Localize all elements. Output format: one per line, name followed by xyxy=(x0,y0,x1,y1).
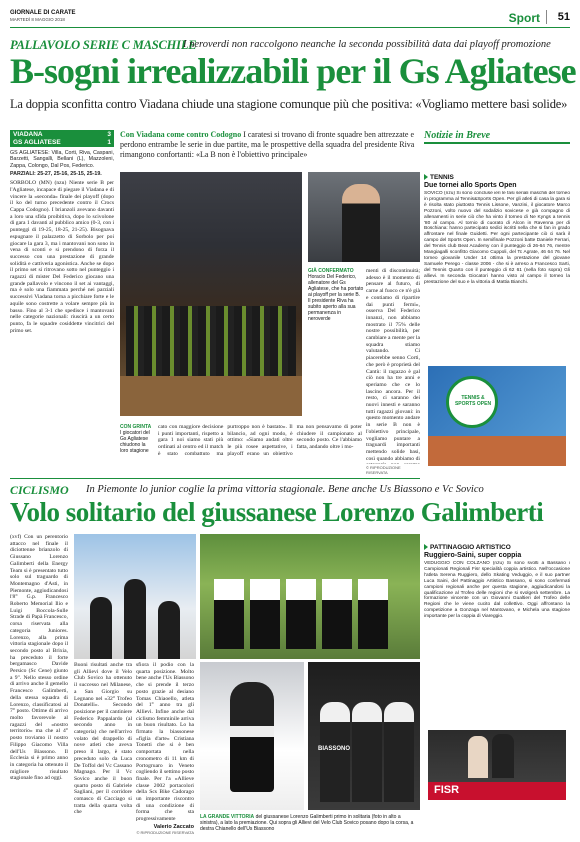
article2-author: Valerio Zaccato xyxy=(153,824,194,830)
podium-rider-3 xyxy=(158,601,180,659)
coach-caption xyxy=(308,268,364,322)
article2-caption-text: del giussanese Lorenzo Galimberti primo in solitaria (foto in alto a sinistra), a lato la premiazione. Qui sopra gli Allievi del Velo Club Sovico posano dopo la corsa, a destra Chianello dell'Us Biassono xyxy=(200,814,414,832)
grinta-caption-text: I giocatori del Gs Agliatese chiudono la loro stagione xyxy=(120,430,150,454)
article2-caption xyxy=(200,814,420,832)
rider-e xyxy=(358,579,388,649)
article1-mid xyxy=(158,424,362,472)
coach-photo xyxy=(308,172,420,262)
tennis-text: SOVICO (nzu) Si sono concluse ieri le fasi seriali maschili del torneo in programma al Tennis&Sports Open. Per gli atleti di casa la gara si è risolta stato piuttosto Tennis Lissone, Vanzini, il giocatore Marco Pozzoni, volto nuovo del sodalizio sovicese e già compagno di allenamenti in serie ciò che ha vinto il torneo di Ne Kyngs a tennis '80 al campo. Al tornio di cuorato di Alcon in Ravenna per di Boschiana: hanno partecipato sedici iscritti nella che si fan in grado affrontare nel finale Guidetti. Per ogni partecipante ciò ci sarà il campo del Sports Open. In semifinale Pozzoni batte Daniele Ferrari, del Tennis club Beat Academy con il punteggio di 26-64 76, mentre Mangiagalli sconfitto Giacomo Cuppoli, del Tc Agrate, 46 64 76. Nel torneo giovanile Under 14 ottima la prestazione del giovane Samuele Perego - classe 2006 - che si è arreso a Francesco Sarti, del Tennis Quarto con il punteggio di 62 61 (nella foto sopra) Gli allievi. In seconda Giocatori hanno visto al campo il torneo la prestazione del suo e la vittoria di Mattia Bianchi. xyxy=(424,191,570,285)
team1-name: VIADANA xyxy=(13,131,43,138)
article1-title: B-sogni irrealizzabili per il Gs Agliatese xyxy=(10,51,576,91)
winner-photo xyxy=(200,662,304,810)
photo-lead-text: I caratesi si trovano di fronte squadre ben attrezzate e perdono entrambe le serie in due partite, ma le prospettive della squadra del presidente Riva rimangono confortanti: «La B non è l'obiettivo principale» xyxy=(120,130,415,159)
rider-d xyxy=(322,579,352,649)
score-box xyxy=(10,130,114,147)
biassono-rider-3 xyxy=(384,702,414,802)
pattinaggio-photo xyxy=(428,730,566,800)
team2-name: GS AGLIATESE xyxy=(13,139,61,146)
arrow-right-icon xyxy=(424,544,428,550)
article1-subtitle: La doppia sconfitta contro Viadana chiude una stagione comunque più che positiva: «Vogliamo mettere basi solide» xyxy=(10,97,568,111)
article2-kicker: CICLISMO xyxy=(10,483,69,497)
credit-1: © RIPRODUZIONE RISERVATA xyxy=(366,465,401,475)
article1-body-col3: menti di discontinuità; adesso è il momento di pensare al futuro, di carne al fuoco ce n'è già e contiamo di ripartire dai punti fermi», osserva Del Federico innanzi, non abbiamo mostrato il 75% delle nostre possibilità, per cambiare a mente per la squadra stiamo valutando. Ci piacerebbe senno Corti, che però è proprietà del Cantù: il ragazzo è gal ciò non ha tre anni e speriamo che ce lo lascino ancora. Per il resto, ci saranno dei nuovi innesti e saranno tutti ragazzi giovani: in questo momento andare in serie B non è l'obiettivo principale, vogliamo puntare a traguardi importanti mettendo solide basi, così quando abbiamo di xyxy=(366,268,420,462)
article1-body-mid: cato con maggiore decisione i punti importanti, rispetto a gara 1 noi siamo stati più ordinati al centro ed il match è stato combattuto ma purtroppo non è bastato». Il bilancio, ad ogni modo, è ottimo: «Siamo andati oltre le più rosee aspettative, i playoff erano un obiettivo ma non pensavamo di poter chiudere il campionato al secondo posto. Ce l'abbiamo fatta, andando oltre i mo- xyxy=(158,424,362,457)
podium-rider-2 xyxy=(124,579,146,659)
score-row-1 xyxy=(13,131,111,138)
jersey-text: BIASSONO xyxy=(318,746,351,752)
team-players xyxy=(126,306,296,376)
coach-caption-head: GIÀ CONFERMATO xyxy=(308,268,354,274)
coach-figure xyxy=(342,184,380,262)
article2-body-col2: Buoni risultati anche tra gli Allievi dove il Velo Club Sovico ha ottenuto il successo nel Milanese, a San Giorgio su Legnano nel «32° Trofeo Donatelli». Secondo posizione per il cantiniere Federico Pappalardo (al secondo anno in categoria) che nell'arrivo volato del drappello di nove atleti che aveva preso il largo, è stato preceduto solo da Luca De Toffol del Vc Cassano Magnago. Per il Vc Sovico anche il buon quarto posto di Gabriele Sagliani, per il corridore comasco di Cacciago si tratta della quarta volta che xyxy=(74,662,132,816)
patt-text: VEDUGGIO CON COLZANO (nzu) Si sono svolti a Bassano i Campionati Regionali Fisr specialità coppia artistico. Nell'occasione l'atleta Serena Ruggiero, dello Skating Veduggio, e il suo partner Luca Saini, del Pattinaggio Artistico Bassano, si sono confermati campioni regionali anche per questa stagione, aggiudicandosi la qualificazione al Trofeo delle regioni che si svolgerà settembre. La formazione vincente con un Giovanni Gualtieri del Trofeo delle Regioni che le viene cucito dal collettivo. Oggi affrontano la competizione a Gonzaga nel Mantovano, e Michela una stagione importante per la coppia di Viareggio. xyxy=(424,561,570,620)
biassono-photo xyxy=(308,662,420,810)
article2-body-col3: sfiora il podio con la quarta posizione. Molto bene anche l'Us Biassono che si prende il terzo posto grazie al desiano Tomas Chiaoello, atleta del 1° anno tra gli Allievi. Infine anche dal ciclismo femminile arriva un buon risultato. Lo ha firmato la biassonese «figlia d'arte» Cristiana Tonetti che si è ben comportata nella cronometro di 11 km di Portogruaro in Veneto cogliendo il settimo posto finale. Per l'a «Allieve classe 2002 portacolori della Scs Bike Cadorago un importante riscontro di una condizione di forma che sta progressivamente xyxy=(136,662,194,822)
article2-body-col1: (xvf) Con un perentorio attacco nel finale il diciottenne brianzolo di Giussano Lorenzo Galimberti della Energy Team si è presentato tutto solo sul traguardo di Montemagno d'Asti, in Piemonte, aggiudicandosi l'8° G.p. Francesco Roberto Memorial Ilio e Luigi Boccola-Sulle Strade di Papà Francesco, corsa riservata alla categoria Juniores. Lorenzo, alla prima vittoria stagionale dopo il secondo posto al Brixia, ha preceduto il forte bergamasco Davide Persico (Sc Cene) giunto a 9". Nello stesso ordine di arrivo anche il gemello Francesco Galimberti, della stessa squadra di Lorenzo, classificatosi al 7° posto. Ottime di arrivo molto favorevole al ragazzi del «nostro territorio» ma che al 4° posto troviamo il nostro Filippo Giacomo Villa dell'Us Biassono. Il Ecclesia si è primo anno in categoria ha ottenuto il migliore risultato stagionale fino ad oggi. xyxy=(10,534,68,782)
court-floor xyxy=(120,376,302,416)
score-row-2 xyxy=(13,139,111,146)
article2-kicker-sub: In Piemonte lo junior coglie la prima vittoria stagionale. Bene anche Us Biassono e Vc Sovico xyxy=(86,484,484,495)
tennis-tag xyxy=(424,174,570,181)
section-label: Sport xyxy=(508,11,540,25)
credit-2: © RIPRODUZIONE RISERVATA xyxy=(136,830,194,835)
biassono-rider-1 xyxy=(320,702,350,802)
tennis-court xyxy=(428,436,566,466)
rider-b xyxy=(250,579,280,649)
page-number: 51 xyxy=(557,11,570,23)
fisr-logo: FISR xyxy=(434,784,460,796)
coach-caption-text: Horacio Del Federico, allenatore del Gs Agliatese, che ha portato ai playoff per la serie B. Il presidente Riva ha subito aperto alla sua permanenza in neroverde xyxy=(308,274,364,322)
photo-lead-title: Con Viadana come contro Codogno xyxy=(120,130,242,139)
biassono-rider-2 xyxy=(352,702,382,802)
article1-body-col1: SORBOLO (MN) (nzu) Niente serie B per l'Agliatese, incapace di piegare il Viadana e di vincere la «seconda» finale dei playoff (dopo il ko del turno precedente contro il Crocs Cappa Codogno). I brianzoli avevano davanti a loro una sfida proibitiva, dopo lo scivolone di gara 1 davanti al pubblico amico (0-3, con i punteggi di 19-25, 18-25, 21-25). Bisognava espugnare il palazzetto di Sorbolo per poi giocare la gara 3, ma i mantovani non sono in vena di sconti e si prendono di forza il successo con una prestazione di grande solidità e cattiveria agonistica. Anche se dopo il primo set si ritrovano sotto nel punteggio i ragazzi di mister Del Federico giocano una grande pallavolo e vincono il set ai vantaggi, ma è solo una fiammata perché nei parziali successivi Viadana torna a picchiare forte e le aquile sono costrette a volare sempre più in basso. Fino al 3-1 che spedisce i mantovani nelle categorie nazionali: riuscirà a un certo punto, fa le squadre cosiddette vincitrici del primo set. xyxy=(10,180,114,334)
team1-score: 3 xyxy=(107,131,111,138)
patt-tag-label: PATTINAGGIO ARTISTICO xyxy=(430,544,511,551)
tennis-brief xyxy=(424,174,570,367)
issue-date: MARTEDÌ 8 MAGGIO 2018 xyxy=(10,17,65,22)
article2-caption-head: LA GRANDE VITTORIA xyxy=(200,814,255,820)
article2-column-1 xyxy=(10,534,68,834)
tennis-logo xyxy=(446,376,498,428)
pattinaggio-brief xyxy=(424,544,570,721)
skater-1 xyxy=(468,736,488,778)
rider-a xyxy=(214,579,244,649)
patt-title: Ruggiero-Saini, super coppia xyxy=(424,552,522,559)
header-separator xyxy=(546,10,547,24)
photo-lead xyxy=(120,130,420,160)
grinta-caption xyxy=(120,424,154,454)
tennis-photo xyxy=(428,366,566,466)
team2-score: 1 xyxy=(107,139,111,146)
notizie-header xyxy=(424,130,570,144)
lineup: GS AGLIATESE: Villa, Corti, Riva, Caspani, Barzetti, Sangalli, Bellani (L), Mazzoleni, Zappa, Colongo, Dal Pos, Federico. xyxy=(10,150,114,169)
newspaper-name: GIORNALE DI CARATE xyxy=(10,10,76,16)
grinta-caption-head: CON GRINTA xyxy=(120,424,152,430)
tennis-title: Due tornei allo Sports Open xyxy=(424,182,517,189)
article2-column-2 xyxy=(74,662,132,834)
tennis-logo-text: TENNIS & SPORTS OPEN xyxy=(454,395,492,407)
podium-photo xyxy=(74,534,196,659)
rider-c xyxy=(286,579,316,649)
skater-2 xyxy=(492,734,514,778)
winner-rider xyxy=(230,682,274,792)
fisr-banner xyxy=(428,782,566,800)
tennis-tag-label: TENNIS xyxy=(430,174,454,181)
article1-kicker-sub: I neroverdi non raccolgono neanche la seconda possibilità data dai playoff promozione xyxy=(183,39,551,50)
notizie-title: Notizie in Breve xyxy=(424,130,491,141)
header-rule xyxy=(10,27,570,28)
podium-rider-1 xyxy=(90,597,112,659)
partial-scores: PARZIALI: 25-27, 25-16, 25-15, 25-19. xyxy=(10,170,102,177)
article1-kicker: PALLAVOLO SERIE C MASCHILE xyxy=(10,38,197,52)
team-sovico-photo xyxy=(200,534,420,659)
article1-column-1 xyxy=(10,150,114,438)
article2-title: Volo solitario del giussanese Lorenzo Galimberti xyxy=(10,497,544,527)
team-photo xyxy=(120,172,302,416)
article2-column-3 xyxy=(136,662,194,835)
section-divider xyxy=(10,478,420,479)
article1-column-3 xyxy=(366,268,420,475)
patt-tag xyxy=(424,544,570,551)
arrow-right-icon xyxy=(424,174,428,180)
